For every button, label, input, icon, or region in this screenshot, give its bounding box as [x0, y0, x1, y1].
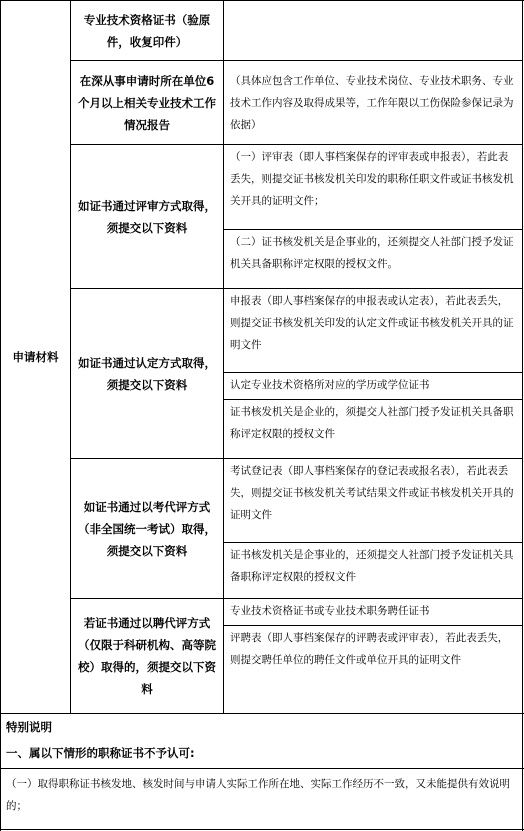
appointment-item-1: 专业技术资格证书或专业技术职务聘任证书 — [230, 605, 430, 617]
divider-col-1 — [70, 0, 71, 714]
divider-appointment-sub — [223, 625, 523, 626]
row-label-work-report: 在深从事申请时所在单位6个月以上相关专业技术工作情况报告 — [78, 73, 216, 132]
review-item-2: （二）证书核发机关是企事业的，还须提交人社部门授予发证机关具备职称评定权限的授权文件。 — [230, 236, 514, 270]
border-right — [522, 0, 523, 831]
divider-row-2 — [70, 144, 523, 145]
divider-row-4 — [70, 458, 523, 459]
divider-row-1 — [70, 60, 523, 61]
divider-review-sub — [223, 229, 523, 230]
recognition-item-3: 证书核发机关是企业的，须提交人社部门授予发证机关具备职称评定权限的授权文件 — [230, 406, 514, 440]
border-bottom — [0, 829, 524, 830]
divider-col-2 — [223, 0, 224, 714]
divider-recognition-sub-1 — [223, 372, 523, 373]
row-content-certificate — [224, 1, 522, 60]
divider-row-5 — [70, 598, 523, 599]
recognition-item-1: 申报表（即人事档案保存的申报表或认定表），若此表丢失，则提交证书核发机关印发的认定文件或证书核发机关开具的证明文件 — [230, 295, 514, 351]
left-column-label: 申请材料 — [12, 350, 59, 364]
border-left — [0, 0, 1, 831]
exam-item-2: 证书核发机关是企事业的，还须提交人社部门授予发证机关具备职称评定权限的授权文件 — [230, 549, 514, 583]
appointment-item-2: 评聘表（即人事档案保存的评聘表或评审表），若此表丢失，则提交聘任单位的聘任文件或单位开具的证明文件 — [230, 632, 509, 666]
divider-table-end — [0, 713, 524, 714]
notes-subheading: 一、属以下情形的职称证书不予认可: — [6, 746, 195, 760]
notes-heading: 特别说明 — [6, 720, 52, 734]
exam-item-1: 考试登记表（即人事档案保存的登记表或报名表），若此表丢失，则提交证书核发机关考试结果文件或证书核发机关开具的证明文件 — [230, 465, 514, 521]
row-label-appointment: 若证书通过以聘代评方式（仅限于科研机构、高等院校）取得的，须提交以下资料 — [78, 616, 216, 696]
divider-recognition-sub-2 — [223, 399, 523, 400]
notes-item-1: （一）取得职称证书核发地、核发时间与申请人实际工作所在地、实际工作经历不一致，又未能提供有效说明的； — [6, 778, 510, 812]
divider-notes — [0, 768, 524, 769]
border-top — [0, 0, 524, 1]
row-label-review: 如证书通过评审方式取得，须提交以下资料 — [78, 198, 216, 235]
divider-row-3 — [70, 288, 523, 289]
row-label-exam: 如证书通过以考代评方式（非全国统一考试）取得，须提交以下资料 — [78, 499, 216, 558]
row-label-certificate: 专业技术资格证书（验原件，收复印件） — [83, 12, 211, 49]
recognition-item-2: 认定专业技术资格所对应的学历或学位证书 — [230, 379, 430, 391]
row-label-recognition: 如证书通过认定方式取得，须提交以下资料 — [78, 355, 216, 392]
review-item-1: （一）评审表（即人事档案保存的评审表或申报表），若此表丢失，则提交证书核发机关印发的职称任职文件或证书核发机关开具的证明文件； — [230, 151, 514, 207]
divider-exam-sub — [223, 542, 523, 543]
row-content-work-report: （具体应包含工作单位、专业技术岗位、专业技术职务、专业技术工作内容及取得成果等，工作年限以工伤保险参保记录为依据） — [230, 75, 514, 131]
